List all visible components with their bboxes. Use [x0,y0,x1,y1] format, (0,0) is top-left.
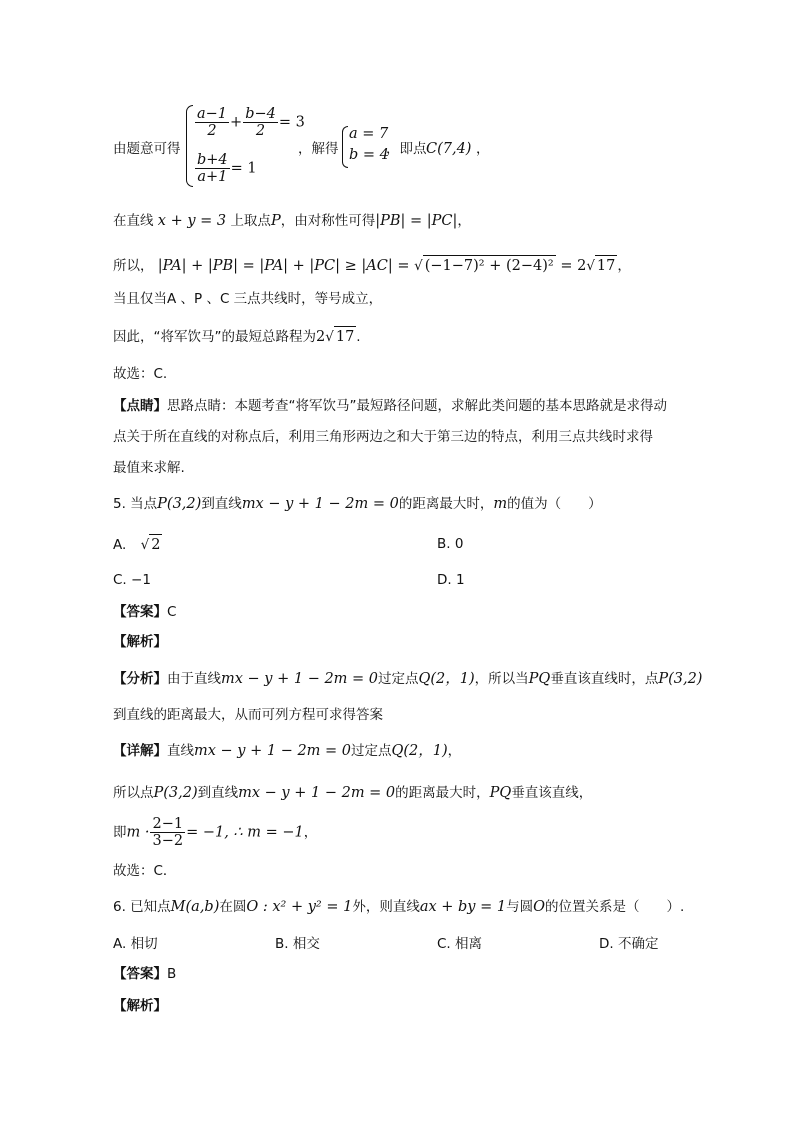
line-5 [113,326,361,347]
r17: 17 [334,326,356,347]
t: 过定点 [351,743,392,759]
t: ， [303,824,318,841]
q6-option-b: B. 相交 [275,936,320,952]
p: P(3,2) [658,671,703,687]
q5-option-a [113,534,162,555]
t: 垂直该直线， [511,785,593,801]
system-brace [186,105,193,187]
point: P(3,2) [157,496,202,512]
t: 在圆 [219,899,247,915]
sqrt-sign: √ [414,258,423,274]
eq: ax + by = 1 [419,899,507,915]
tag-answer: 【答案】 [113,604,167,620]
sqrt-sign: √ [140,537,150,553]
t: 垂直该直线时，点 [550,671,659,687]
m: m [493,496,508,512]
q6-option-a: A. 相切 [113,936,158,952]
q5-ji [113,816,317,849]
label: A. [113,537,127,553]
eq: |PA| + |PB| = |PA| + |PC| ≥ |AC| = [157,258,415,274]
t: 5. 当点 [113,496,158,512]
q5-stem [113,494,602,514]
t: 外，则直线 [352,899,420,915]
t: 所以点 [113,785,154,801]
eq: |PB| = |PC| [375,213,458,229]
t: 上取点 [230,213,271,229]
t: 的距离最大时， [398,496,494,512]
t: 即 [113,824,127,841]
rest: = −1, ∴ m = −1 [186,824,304,841]
sol-b: b = 4 [349,147,389,163]
eq: mx − y + 1 − 2m = 0 [238,785,396,801]
answer: B [167,966,177,982]
t: 思路点睛：本题考查“将军饮马”最短路径问题，求解此类问题的基本思路就是求得动 [167,398,667,414]
p: P [270,213,281,229]
text-point: ，即点 [386,141,427,157]
num: 2−1 [152,816,184,832]
tag-fenxi: 【分析】 [113,671,167,687]
q6-stem [113,897,684,917]
o: O [533,899,545,915]
line-2 [113,211,471,231]
sol-a: a = 7 [349,126,389,142]
line-4: 当且仅当A 、P 、C 三点共线时，等号成立， [113,291,383,307]
text-solve: ，解得 [298,141,339,157]
circle: O : x² + y² = 1 [246,899,353,915]
line-3 [113,255,631,276]
comma: ， [476,141,490,157]
t: 的值为（ ） [507,496,602,512]
eq2: = 2 [555,258,587,274]
tag-dianjing: 【点睛】 [113,398,167,414]
t: ， [617,258,631,274]
line-eq: x + y = 3 [157,213,227,229]
q5-answer [113,602,176,622]
q5-detail [113,741,461,761]
sqrt-sign: √ [586,258,595,274]
t: 到直线 [201,496,242,512]
system-eq2: $\frac{b+4}{a+1}$ = 1 [197,152,257,185]
t: 所以， [113,258,154,274]
q5-analysis-tag: 【解析】 [113,634,167,650]
q5-option-d: D. 1 [437,572,465,588]
radicand: (−1−7)² + (2−4)² [423,255,556,276]
q5-choose: 故选：C． [113,863,177,879]
eq: mx − y + 1 − 2m = 0 [194,743,352,759]
q5-option-c: C. −1 [113,572,151,588]
line-9: 最值来求解. [113,460,185,476]
system-eq1: $\frac{a-1}{2}$ + $\frac{b-4}{2}$ = 3 [197,106,305,139]
pq: PQ [528,671,551,687]
answer: C [167,604,177,620]
m: m · [126,824,150,841]
q: Q(2，1) [391,743,448,759]
q5-so [113,783,592,803]
v: 2 [316,329,326,345]
t: 过定点 [378,671,419,687]
line-7 [113,396,667,416]
t: . [356,329,361,345]
eq: mx − y + 1 − 2m = 0 [221,671,379,687]
t: 的距离最大时， [395,785,490,801]
solution-brace [342,126,348,168]
q5-option-b: B. 0 [437,536,464,552]
tag-detail: 【详解】 [113,743,167,759]
q6-answer [113,964,176,984]
tag-answer: 【答案】 [113,966,167,982]
eq: mx − y + 1 − 2m = 0 [241,496,399,512]
point-c: C(7,4) [426,141,472,157]
line-6: 故选：C. [113,366,168,382]
t: 在直线 [113,213,154,229]
t: 的位置关系是（ ）. [544,899,685,915]
t: 与圆 [506,899,534,915]
line-8: 点关于所在直线的对称点后，利用三角形两边之和大于第三边的特点，利用三点共线时求得 [113,429,653,445]
t: 由于直线 [167,671,221,687]
t: ，由对称性可得 [280,213,376,229]
q6-analysis-tag: 【解析】 [113,998,167,1014]
q: Q(2，1) [418,671,475,687]
t: ，所以当 [474,671,529,687]
t: 6. 已知点 [113,899,171,915]
q5-fenxi [113,669,702,689]
t: 直线 [167,743,194,759]
r17: 17 [595,255,617,276]
t: 到直线 [197,785,239,801]
den: 3−2 [152,833,184,849]
text-prefix: 由题意可得 [113,141,181,157]
sqrt-sign: √ [325,329,334,345]
t: ， [457,213,471,229]
pq: PQ [489,785,512,801]
point: M(a,b) [170,899,220,915]
val: 2 [149,534,162,555]
q6-option-d: D. 不确定 [599,936,659,952]
t: 因此，“将军饮马”的最短总路程为 [113,329,316,345]
t: ， [447,743,462,759]
q6-option-c: C. 相离 [437,936,483,952]
p: P(3,2) [153,785,198,801]
q5-fenxi-2: 到直线的距离最大，从而可列方程可求得答案 [113,707,383,723]
